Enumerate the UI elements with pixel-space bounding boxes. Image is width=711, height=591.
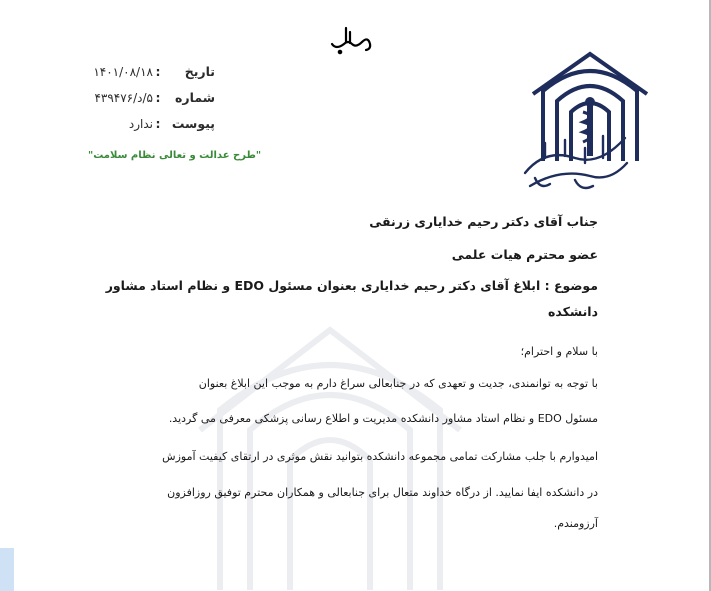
date-value: ۱۴۰۱/۰۸/۱۸	[93, 65, 153, 79]
number-value: ۵/د/۴۳۹۴۷۶	[94, 91, 153, 105]
number-label: شماره	[175, 90, 215, 105]
attachment-label: پیوست	[171, 116, 215, 131]
body-line: آرزومندم.	[553, 517, 598, 530]
recipient-line: جناب آقای دکتر رحیم خدایاری زرنقی	[369, 214, 598, 229]
attachment-row	[129, 116, 215, 131]
recipient-role: عضو محترم هیات علمی	[451, 247, 598, 262]
date-label: تاریخ	[184, 64, 215, 79]
attachment-colon: :	[155, 116, 161, 131]
body-line: امیدوارم با جلب مشارکت تمامی مجموعه دانشکده بتوانید نقش موثری در ارتقای کیفیت آموزش	[162, 450, 598, 463]
subject-line: موضوع : ابلاغ آقای دکتر رحیم خدایاری بعنوان مسئول EDO و نظام استاد مشاور	[105, 278, 598, 293]
body-line: مسئول EDO و نظام استاد مشاور دانشکده مدیریت و اطلاع رسانی پزشکی معرفی می گردید.	[168, 412, 598, 425]
body-line: در دانشکده ایفا نمایید. از درگاه خداوند متعال برای جنابعالی و همکاران محترم توفیق روزافزون	[167, 486, 598, 499]
watermark-emblem	[180, 290, 480, 590]
body-line: با توجه به توانمندی، جدیت و تعهدی که در جنابعالی سراغ دارم به موجب این ابلاغ بعنوان	[198, 377, 598, 390]
date-row	[93, 64, 215, 79]
number-row	[94, 90, 215, 105]
greeting: با سلام و احترام؛	[520, 345, 598, 358]
subject-line-continuation: دانشکده	[548, 304, 598, 319]
basmala-calligraphy	[326, 22, 376, 56]
attachment-value: ندارد	[128, 117, 153, 131]
university-name-calligraphy	[515, 118, 635, 198]
number-colon: :	[155, 90, 161, 105]
slogan: "طرح عدالت و تعالی نظام سلامت"	[88, 150, 262, 161]
left-edge-band	[0, 548, 14, 591]
date-colon: :	[155, 64, 161, 79]
